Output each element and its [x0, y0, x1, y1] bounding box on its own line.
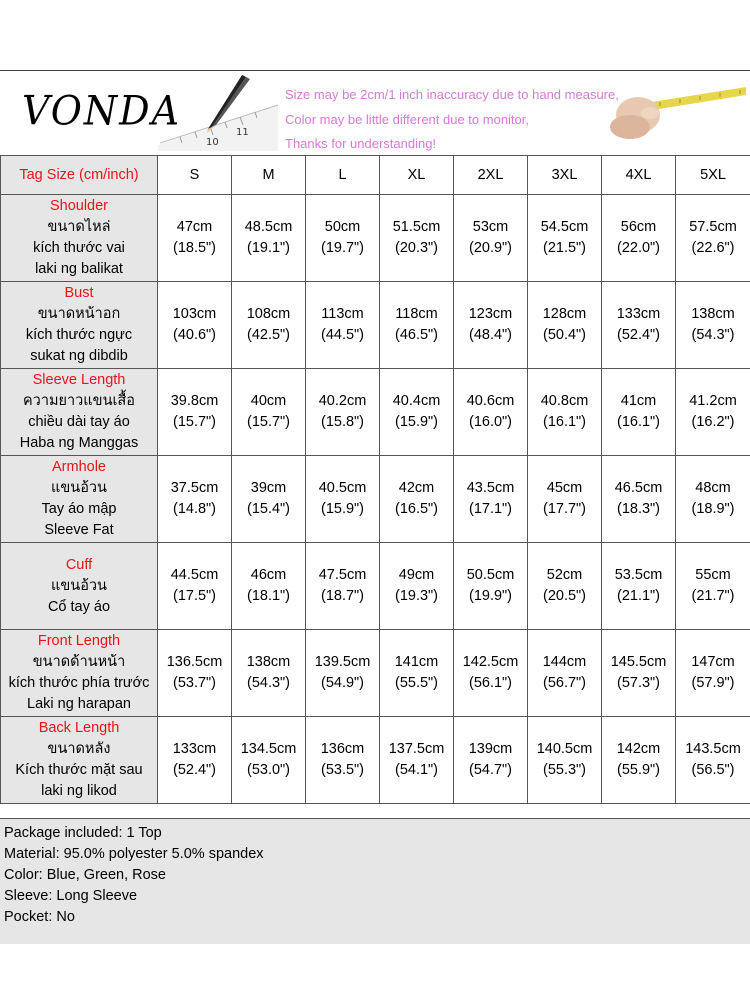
- value-inch: (18.1"): [246, 588, 291, 604]
- value-cm: 134.5cm: [240, 741, 297, 757]
- value-cm: 139.5cm: [314, 654, 371, 670]
- measurement-cell: [158, 630, 232, 717]
- value-cm: 40.6cm: [466, 393, 515, 409]
- measurement-name: Cuff: [65, 556, 93, 573]
- value-cm: 55cm: [695, 567, 731, 583]
- value-cm: 40.5cm: [318, 480, 367, 496]
- row-label: [1, 543, 158, 630]
- row-label: [1, 282, 158, 369]
- measurement-cell: [158, 195, 232, 282]
- table-row: [1, 195, 750, 282]
- value-inch: (15.7"): [246, 414, 291, 430]
- value-cm: 144cm: [542, 654, 587, 670]
- measurement-translation: laki ng balikat: [35, 261, 123, 277]
- measurement-translation: แขนอ้วน: [51, 577, 107, 594]
- measurement-translation: แขนอ้วน: [51, 480, 107, 496]
- value-cm: 133cm: [616, 306, 661, 322]
- size-m: M: [232, 156, 306, 195]
- value-cm: 40.8cm: [540, 393, 589, 409]
- measurement-cell: [602, 717, 676, 804]
- row-label: [1, 630, 158, 717]
- value-inch: (20.5"): [542, 588, 587, 604]
- value-cm: 50cm: [324, 219, 361, 235]
- measurement-cell: [676, 717, 750, 804]
- value-inch: (16.0"): [468, 414, 513, 430]
- value-cm: 49cm: [398, 567, 435, 583]
- value-inch: (17.7"): [542, 501, 587, 517]
- measurement-translation: Kích thước mặt sau: [15, 762, 143, 778]
- measurement-cell: [676, 456, 750, 543]
- value-cm: 39cm: [250, 480, 287, 496]
- measurement-translation: ขนาดไหล่: [47, 219, 111, 235]
- measurement-cell: [380, 282, 454, 369]
- value-cm: 50.5cm: [466, 567, 515, 583]
- value-inch: (19.9"): [468, 588, 513, 604]
- value-cm: 45cm: [546, 480, 583, 496]
- measurement-cell: [380, 369, 454, 456]
- value-cm: 53.5cm: [614, 567, 663, 583]
- value-cm: 136cm: [320, 741, 365, 757]
- row-label: [1, 369, 158, 456]
- info-package: Package included: 1 Top: [4, 825, 162, 841]
- measurement-cell: [676, 195, 750, 282]
- measurement-cell: [528, 369, 602, 456]
- value-cm: 128cm: [542, 306, 587, 322]
- value-cm: 145.5cm: [610, 654, 667, 670]
- value-inch: (57.9"): [691, 675, 735, 691]
- value-cm: 37.5cm: [170, 480, 219, 496]
- value-inch: (52.4"): [616, 327, 661, 343]
- value-cm: 48cm: [695, 480, 731, 496]
- measurement-cell: [454, 543, 528, 630]
- measurement-cell: [528, 543, 602, 630]
- value-cm: 108cm: [246, 306, 291, 322]
- value-inch: (19.1"): [246, 240, 291, 256]
- measurement-cell: [232, 543, 306, 630]
- brand-logo: VONDA: [22, 87, 182, 135]
- ruler-mark-10: 10: [206, 137, 219, 148]
- value-inch: (56.1"): [468, 675, 513, 691]
- value-cm: 138cm: [246, 654, 291, 670]
- value-inch: (19.7"): [320, 240, 365, 256]
- measurement-cell: [528, 195, 602, 282]
- value-cm: 113cm: [321, 306, 364, 322]
- measurement-cell: [306, 195, 380, 282]
- table-row: [1, 282, 750, 369]
- measurement-translation: Sleeve Fat: [44, 522, 114, 538]
- value-inch: (53.0"): [246, 762, 291, 778]
- value-inch: (53.5"): [320, 762, 365, 778]
- size-2xl: 2XL: [454, 156, 528, 195]
- ruler-mark-11: 11: [236, 127, 249, 138]
- measurement-name: Sleeve Length: [32, 372, 126, 388]
- value-inch: (15.9"): [394, 414, 439, 430]
- measurement-cell: [232, 282, 306, 369]
- value-inch: (20.9"): [468, 240, 513, 256]
- measurement-cell: [306, 369, 380, 456]
- value-inch: (20.3"): [394, 240, 439, 256]
- value-cm: 57.5cm: [689, 219, 737, 235]
- value-cm: 52cm: [546, 567, 583, 583]
- row-label: [1, 456, 158, 543]
- value-cm: 141cm: [394, 654, 439, 670]
- value-cm: 39.8cm: [170, 393, 219, 409]
- pencil-ruler-icon: [150, 75, 280, 151]
- measurement-translation: kích thước ngực: [25, 327, 133, 343]
- value-cm: 103cm: [172, 306, 217, 322]
- measurement-cell: [528, 630, 602, 717]
- measurement-translation: Tay áo mập: [41, 501, 117, 517]
- value-inch: (18.5"): [172, 240, 217, 256]
- note-line-3: Thanks for understanding!: [285, 136, 437, 151]
- size-l: L: [306, 156, 380, 195]
- value-inch: (18.3"): [616, 501, 661, 517]
- measurement-cell: [676, 369, 750, 456]
- note-line-1: Size may be 2cm/1 inch inaccuracy due to hand measure,: [285, 87, 619, 102]
- measurement-name: Shoulder: [49, 198, 109, 214]
- measurement-cell: [232, 195, 306, 282]
- value-cm: 40.4cm: [392, 393, 441, 409]
- product-info: [0, 818, 750, 944]
- value-inch: (14.8"): [172, 501, 217, 517]
- value-inch: (48.4"): [468, 327, 513, 343]
- value-inch: (54.7"): [468, 762, 513, 778]
- value-inch: (40.6"): [172, 327, 217, 343]
- value-inch: (21.5"): [542, 240, 587, 256]
- measurement-cell: [602, 630, 676, 717]
- size-chart-sheet: [0, 70, 750, 944]
- value-inch: (15.7"): [172, 414, 217, 430]
- measurement-cell: [602, 543, 676, 630]
- table-row: [1, 717, 750, 804]
- table-row: [1, 630, 750, 717]
- measurement-cell: [602, 456, 676, 543]
- value-inch: (56.7"): [542, 675, 587, 691]
- measurement-cell: [454, 369, 528, 456]
- table-row: [1, 456, 750, 543]
- measurement-name: Back Length: [38, 720, 120, 736]
- value-inch: (15.9"): [320, 501, 365, 517]
- row-label: [1, 717, 158, 804]
- measurement-cell: [380, 456, 454, 543]
- value-cm: 133cm: [172, 741, 217, 757]
- measurement-cell: [158, 543, 232, 630]
- size-s: S: [158, 156, 232, 195]
- measurement-translation: laki ng likod: [41, 783, 117, 799]
- value-cm: 44.5cm: [170, 567, 219, 583]
- info-color: Color: Blue, Green, Rose: [4, 867, 166, 883]
- table-row: [1, 369, 750, 456]
- measurement-cell: [528, 456, 602, 543]
- measurement-cell: [306, 282, 380, 369]
- value-cm: 42cm: [398, 480, 435, 496]
- value-cm: 46cm: [250, 567, 287, 583]
- size-3xl: 3XL: [528, 156, 602, 195]
- value-cm: 53cm: [472, 219, 509, 235]
- value-inch: (55.9"): [616, 762, 661, 778]
- value-cm: 46.5cm: [614, 480, 663, 496]
- measurement-translation: ความยาวแขนเสื้อ: [22, 393, 135, 409]
- value-cm: 142cm: [616, 741, 661, 757]
- value-inch: (16.1"): [542, 414, 587, 430]
- value-cm: 142.5cm: [462, 654, 519, 670]
- measurement-translation: Cổ tay áo: [47, 598, 111, 615]
- measurement-translation: Haba ng Manggas: [19, 435, 139, 451]
- value-cm: 43.5cm: [466, 480, 515, 496]
- value-inch: (16.2"): [691, 414, 735, 430]
- value-cm: 48.5cm: [244, 219, 293, 235]
- value-inch: (50.4"): [542, 327, 587, 343]
- size-header-row: [1, 156, 750, 195]
- measurement-translation: ขนาดด้านหน้า: [32, 654, 126, 670]
- header-banner: [0, 71, 750, 155]
- measurement-name: Armhole: [52, 459, 106, 475]
- measurement-translation: sukat ng dibdib: [30, 348, 128, 364]
- value-inch: (42.5"): [246, 327, 291, 343]
- measurement-cell: [232, 369, 306, 456]
- value-inch: (46.5"): [394, 327, 439, 343]
- value-inch: (17.1"): [468, 501, 513, 517]
- value-cm: 136.5cm: [166, 654, 223, 670]
- info-pocket: Pocket: No: [4, 909, 75, 925]
- measurement-cell: [602, 195, 676, 282]
- measurement-cell: [380, 630, 454, 717]
- value-inch: (18.7"): [320, 588, 365, 604]
- measurement-cell: [380, 717, 454, 804]
- value-inch: (21.1"): [616, 588, 661, 604]
- value-cm: 41.2cm: [689, 393, 737, 409]
- value-inch: (56.5"): [691, 762, 735, 778]
- value-inch: (15.8"): [320, 414, 365, 430]
- value-inch: (22.0"): [616, 240, 661, 256]
- measurement-cell: [306, 630, 380, 717]
- value-inch: (54.9"): [320, 675, 365, 691]
- measurement-cell: [676, 630, 750, 717]
- measurement-cell: [602, 282, 676, 369]
- value-inch: (55.5"): [394, 675, 439, 691]
- value-inch: (16.1"): [616, 414, 661, 430]
- value-inch: (44.5"): [320, 327, 365, 343]
- tag-size-label: Tag Size (cm/inch): [1, 156, 158, 195]
- measurement-translation: chiều dài tay áo: [28, 414, 130, 430]
- value-cm: 47.5cm: [318, 567, 367, 583]
- measurement-cell: [454, 456, 528, 543]
- info-sleeve: Sleeve: Long Sleeve: [4, 888, 138, 904]
- row-label: [1, 195, 158, 282]
- value-inch: (53.7"): [172, 675, 217, 691]
- value-inch: (54.3"): [246, 675, 291, 691]
- value-cm: 118cm: [395, 306, 438, 322]
- measurement-cell: [676, 543, 750, 630]
- measurement-notes: [285, 83, 619, 157]
- value-inch: (57.3"): [616, 675, 661, 691]
- measurement-cell: [232, 630, 306, 717]
- value-inch: (16.5"): [394, 501, 439, 517]
- value-cm: 123cm: [468, 306, 513, 322]
- measurement-cell: [528, 717, 602, 804]
- measurement-cell: [380, 543, 454, 630]
- value-cm: 47cm: [176, 219, 213, 235]
- value-cm: 54.5cm: [540, 219, 589, 235]
- measurement-cell: [232, 717, 306, 804]
- measurement-cell: [602, 369, 676, 456]
- size-xl: XL: [380, 156, 454, 195]
- value-inch: (17.5"): [172, 588, 217, 604]
- measuring-tape-hand-icon: [600, 77, 746, 149]
- measurement-translation: kích thước vai: [33, 240, 125, 256]
- value-cm: 143.5cm: [685, 741, 741, 757]
- value-cm: 139cm: [468, 741, 513, 757]
- measurement-name: Bust: [64, 285, 94, 301]
- measurement-cell: [454, 630, 528, 717]
- value-inch: (54.1"): [394, 762, 439, 778]
- note-line-2: Color may be little different due to monitor,: [285, 111, 529, 127]
- value-inch: (55.3"): [542, 762, 587, 778]
- measurement-cell: [454, 717, 528, 804]
- measurement-cell: [454, 282, 528, 369]
- table-row: [1, 543, 750, 630]
- measurement-cell: [306, 717, 380, 804]
- value-cm: 51.5cm: [392, 219, 441, 235]
- value-inch: (22.6"): [691, 240, 735, 256]
- measurement-cell: [528, 282, 602, 369]
- measurement-cell: [676, 282, 750, 369]
- measurement-cell: [158, 717, 232, 804]
- info-material: Material: 95.0% polyester 5.0% spandex: [4, 846, 264, 862]
- measurement-cell: [380, 195, 454, 282]
- value-cm: 56cm: [620, 219, 657, 235]
- value-inch: (19.3"): [394, 588, 439, 604]
- value-inch: (54.3"): [691, 327, 735, 343]
- value-cm: 40cm: [250, 393, 287, 409]
- value-inch: (18.9"): [691, 501, 735, 517]
- measurement-cell: [158, 456, 232, 543]
- measurement-name: Front Length: [37, 633, 121, 649]
- size-5xl: 5XL: [676, 156, 750, 195]
- measurement-cell: [158, 369, 232, 456]
- measurement-cell: [306, 543, 380, 630]
- value-cm: 140.5cm: [536, 741, 593, 757]
- measurement-cell: [306, 456, 380, 543]
- measurement-cell: [232, 456, 306, 543]
- value-cm: 137.5cm: [388, 741, 445, 757]
- value-inch: (15.4"): [246, 501, 291, 517]
- measurement-cell: [454, 195, 528, 282]
- measurement-translation: ขนาดหลัง: [47, 741, 111, 757]
- size-table: [0, 155, 750, 804]
- value-inch: (21.7"): [691, 588, 735, 604]
- measurement-translation: ขนาดหน้าอก: [37, 306, 121, 322]
- measurement-translation: kích thước phía trước: [8, 675, 150, 691]
- measurement-cell: [158, 282, 232, 369]
- value-cm: 138cm: [691, 306, 735, 322]
- value-cm: 147cm: [691, 654, 735, 670]
- value-inch: (52.4"): [172, 762, 217, 778]
- size-4xl: 4XL: [602, 156, 676, 195]
- value-cm: 41cm: [620, 393, 657, 409]
- value-cm: 40.2cm: [318, 393, 367, 409]
- measurement-translation: Laki ng harapan: [27, 696, 131, 712]
